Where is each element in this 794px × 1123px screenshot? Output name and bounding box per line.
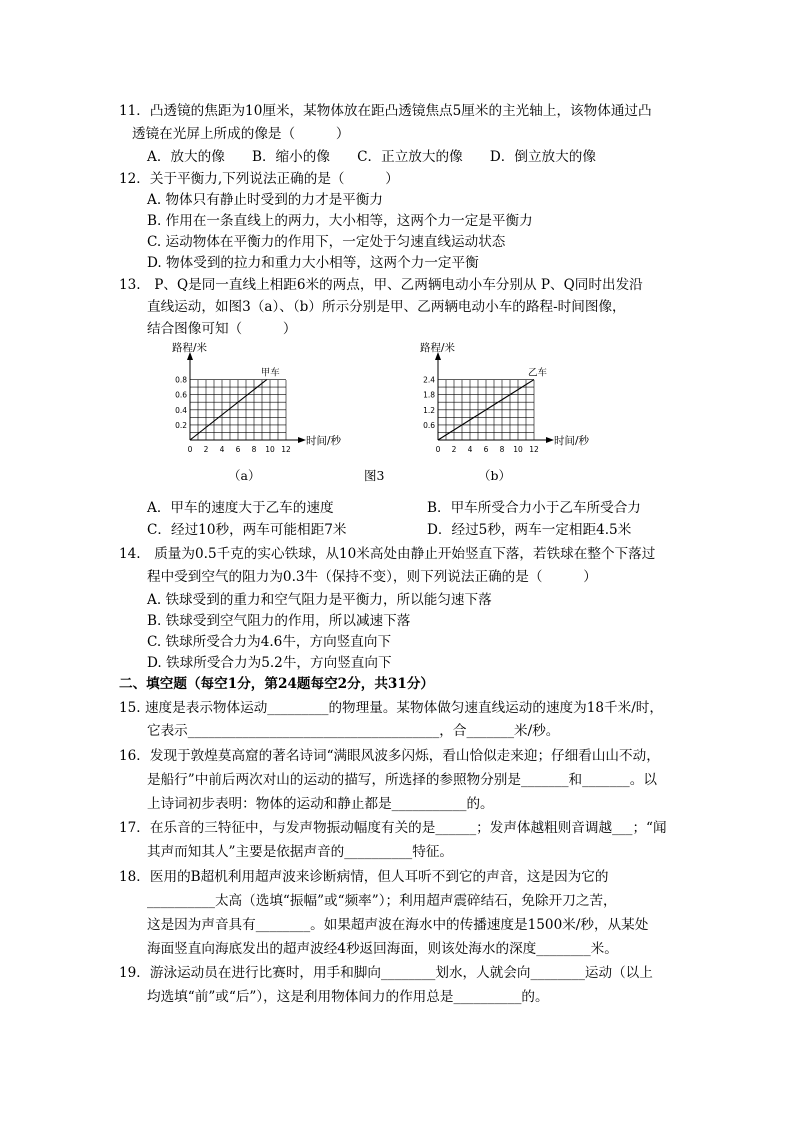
q13-stem-line3: 结合图像可知（ ）: [147, 321, 297, 337]
q14-stem-line1: 14. 质量为0.5千克的实心铁球，从10米高处由静止开始竖直下落，若铁球在整个下落过: [119, 546, 656, 562]
q11-options: A．放大的像 B．缩小的像 C．正立放大的像 D．倒立放大的像: [147, 149, 596, 165]
q12-option-a: A. 物体只有静止时受到的力才是平衡力: [147, 192, 383, 208]
chart-b-y-tick-label: 2.4: [423, 375, 435, 385]
q14-option-a: A. 铁球受到的重力和空气阻力是平衡力，所以能匀速下落: [147, 592, 492, 608]
chart-b-x-tick-label: 12: [529, 445, 539, 454]
q12-stem: 12．关于平衡力,下列说法正确的是（ ）: [119, 171, 399, 187]
q19-line1: 19．游泳运动员在进行比赛时，用手和脚向________划水，人就会向________运动（以上: [119, 965, 653, 981]
chart-a-x-tick-label: 2: [203, 445, 209, 454]
q12-option-d: D. 物体受到的拉力和重力大小相等，这两个力一定平衡: [147, 255, 479, 271]
chart-b-y-tick-label: 1.8: [423, 390, 435, 400]
chart-b-x-tick-label: 0: [435, 445, 441, 454]
chart-a-caption: （a）: [228, 468, 261, 483]
q13-option-b: B．甲车所受合力小于乙车所受合力: [427, 500, 641, 516]
q13-stem-line1: 13. P、Q是同一直线上相距6米的两点，甲、乙两辆电动小车分别从 P、Q同时出发沿: [119, 277, 643, 293]
q12-option-c: C. 运动物体在平衡力的作用下，一定处于匀速直线运动状态: [147, 234, 506, 250]
q15-line2: 它表示_____________________________________，合_______米/秒。: [147, 723, 560, 739]
chart-a-y-tick-label: 0.4: [175, 405, 187, 415]
q14-option-c: C. 铁球所受合力为4.6牛，方向竖直向下: [147, 634, 392, 650]
chart-b-caption: （b）: [478, 468, 512, 483]
chart-a: [150, 342, 380, 462]
q13-option-a: A．甲车的速度大于乙车的速度: [147, 500, 334, 516]
chart-b-series-label: 乙车: [528, 367, 548, 379]
q18-line2: __________太高（选填“振幅”或“频率”）；利用超声震碎结石，免除开刀之苦，: [147, 893, 617, 909]
chart-b: [398, 342, 628, 462]
q12-option-b: B. 作用在一条直线上的两力，大小相等，这两个力一定是平衡力: [147, 213, 533, 229]
chart-a-x-tick-label: 4: [219, 445, 225, 454]
q19-line2: 均选填“前”或“后”），这是利用物体间力的作用总是__________的。: [147, 989, 549, 1005]
chart-a-y-axis-label: 路程/米: [172, 342, 208, 354]
q13-stem-line2: 直线运动，如图3（a）、（b）所示分别是甲、乙两辆电动小车的路程-时间图像，: [147, 299, 626, 315]
figure-3-title: 图3: [364, 468, 385, 483]
chart-a-y-tick-label: 0.8: [175, 375, 187, 385]
chart-b-y-axis-label: 路程/米: [420, 342, 456, 354]
q14-stem-line2: 程中受到空气的阻力为0.3牛（保持不变），则下列说法正确的是（ ）: [147, 569, 597, 585]
chart-b-x-axis-label: 时间/秒: [554, 435, 590, 447]
q16-line3: 上诗词初步表明：物体的运动和静止都是___________的。: [147, 796, 494, 812]
chart-b-x-tick-label: 8: [499, 445, 505, 454]
chart-b-x-tick-label: 6: [483, 445, 489, 454]
chart-a-x-tick-label: 10: [265, 445, 275, 454]
q17-line1: 17．在乐音的三特征中，与发声物振动幅度有关的是______；发声体越粗则音调越___；“闻: [119, 820, 667, 836]
q18-line3: 这是因为声音具有________。如果超声波在海水中的传播速度是1500米/秒，从某处: [147, 917, 649, 933]
q14-option-b: B. 铁球受到空气阻力的作用，所以减速下落: [147, 613, 411, 629]
q18-line4: 海面竖直向海底发出的超声波经4秒返回海面，则该处海水的深度________米。: [147, 941, 618, 957]
chart-a-x-tick-label: 12: [281, 445, 291, 454]
chart-b-y-tick-label: 1.2: [423, 405, 435, 415]
chart-a-y-tick-label: 0.2: [175, 420, 187, 430]
q11-stem-line1: 11．凸透镜的焦距为10厘米，某物体放在距凸透镜焦点5厘米的主光轴上，该物体通过凸: [119, 103, 652, 119]
q11-stem-line2: 透镜在光屏上所成的像是（ ）: [132, 126, 350, 142]
chart-a-x-tick-label: 0: [187, 445, 193, 454]
section-2-heading: 二、填空题（每空1分，第24题每空2分，共31分）: [119, 676, 435, 692]
q16-line2: 是船行”中前后两次对山的运动的描写，所选择的参照物分别是_______和_______。以: [147, 772, 657, 788]
chart-b-x-tick-label: 2: [451, 445, 457, 454]
q14-option-d: D. 铁球所受合力为5.2牛，方向竖直向下: [147, 655, 392, 671]
chart-a-series-label: 甲车: [260, 367, 280, 379]
q18-line1: 18．医用的B超机利用超声波来诊断病情，但人耳听不到它的声音，这是因为它的: [119, 869, 609, 885]
q17-line2: 其声而知其人”主要是依据声音的__________特征。: [147, 844, 454, 860]
q15-line1: 15. 速度是表示物体运动_________的物理量。某物体做匀速直线运动的速度为18千米/时，: [119, 700, 663, 716]
chart-a-y-tick-label: 0.6: [175, 390, 187, 400]
chart-a-x-axis-label: 时间/秒: [306, 435, 342, 447]
chart-a-x-tick-label: 6: [235, 445, 241, 454]
chart-b-x-tick-label: 4: [467, 445, 473, 454]
chart-b-x-tick-label: 10: [513, 445, 523, 454]
q13-option-d: D．经过5秒，两车一定相距4.5米: [427, 522, 632, 538]
chart-a-x-tick-label: 8: [251, 445, 257, 454]
chart-b-y-tick-label: 0.6: [423, 420, 435, 430]
chart-b-x-arrow: [546, 437, 554, 443]
q16-line1: 16．发现于敦煌莫高窟的著名诗词“满眼风波多闪烁，看山恰似走来迎；仔细看山山不动，: [119, 748, 660, 764]
chart-a-x-arrow: [298, 437, 306, 443]
q13-option-c: C．经过10秒，两车可能相距7米: [147, 522, 347, 538]
